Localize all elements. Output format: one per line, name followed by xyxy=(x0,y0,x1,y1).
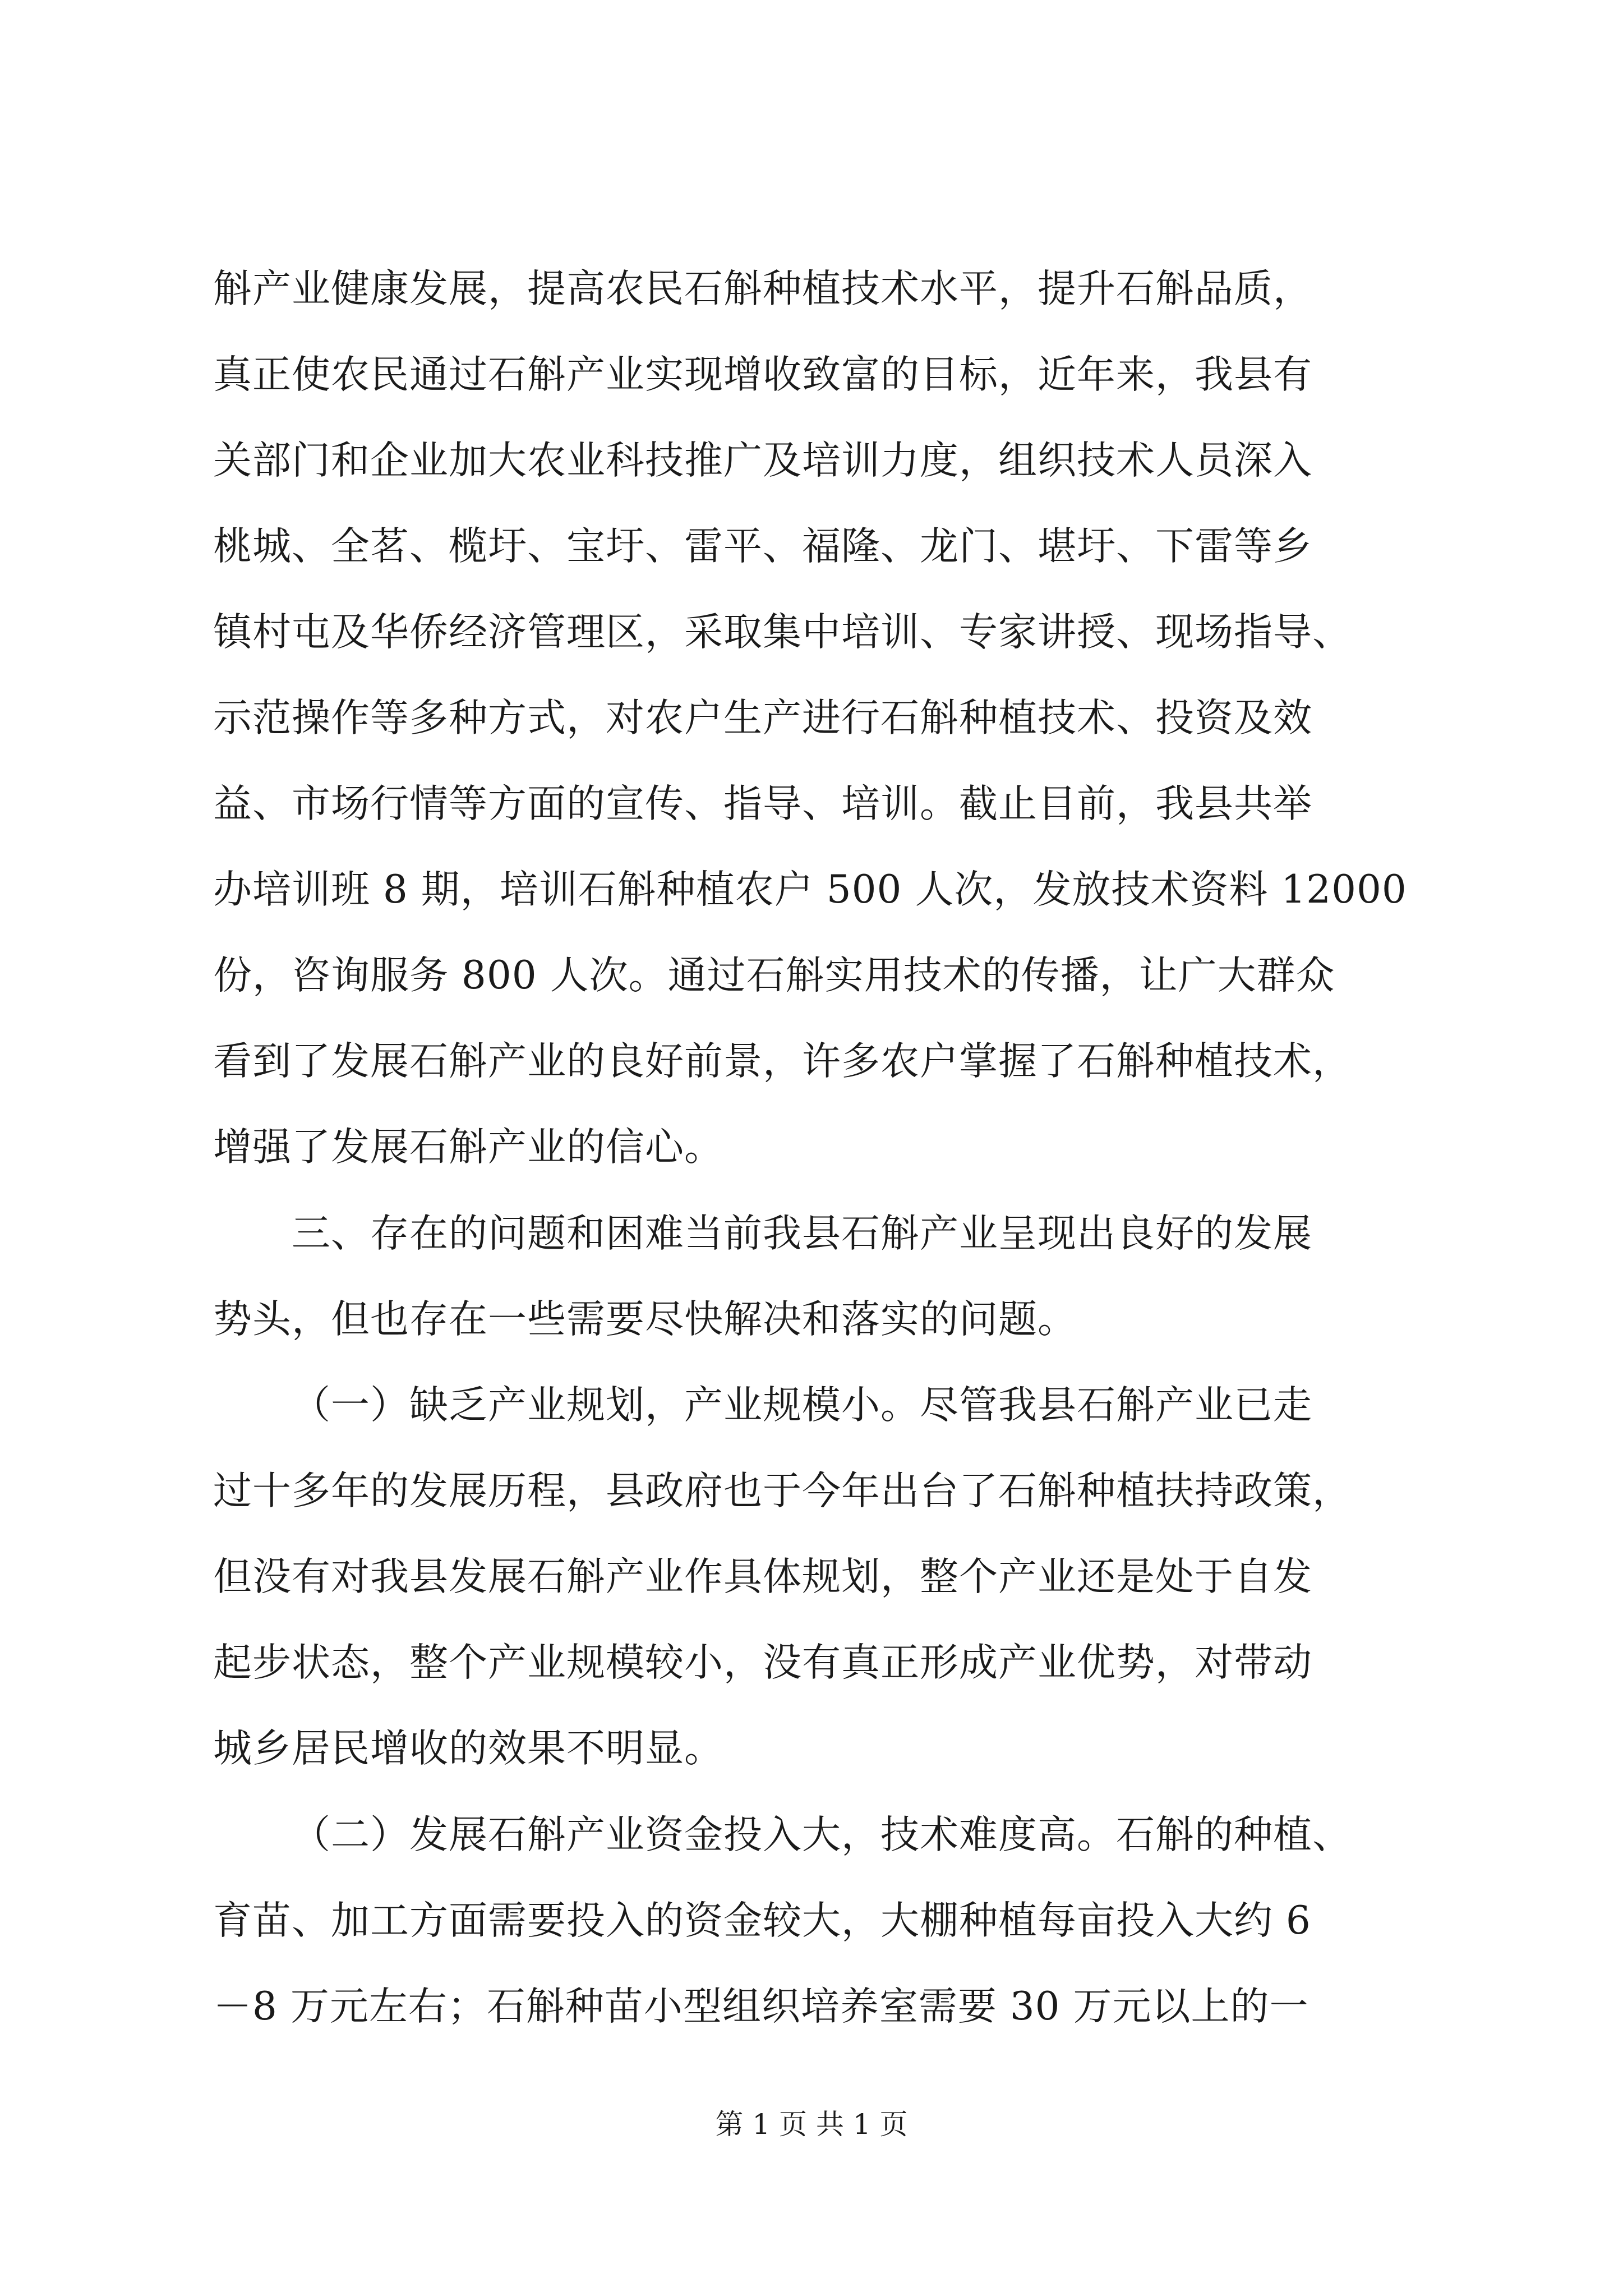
text-line-18: 城乡居民增收的效果不明显。 xyxy=(213,1726,723,1771)
text-line-2: 真正使农民通过石斛产业实现增收致富的目标，近年来，我县有 xyxy=(213,352,1312,397)
text-line-15: 过十多年的发展历程，县政府也于今年出台了石斛种植扶持政策， xyxy=(213,1469,1352,1513)
text-line-3: 关部门和企业加大农业科技推广及培训力度，组织技术人员深入 xyxy=(213,438,1312,483)
page-footer: 第 1 页 共 1 页 xyxy=(715,2108,908,2141)
text-line-11: 增强了发展石斛产业的信心。 xyxy=(213,1125,723,1170)
text-line-4: 桃城、全茗、榄圩、宝圩、雷平、福隆、龙门、堪圩、下雷等乡 xyxy=(213,524,1312,569)
text-line-10: 看到了发展石斛产业的良好前景，许多农户掌握了石斛种植技术， xyxy=(213,1039,1352,1084)
text-line-17: 起步状态，整个产业规模较小，没有真正形成产业优势，对带动 xyxy=(213,1640,1312,1685)
text-line-13: 势头，但也存在一些需要尽快解决和落实的问题。 xyxy=(213,1297,1077,1342)
text-line-8: 办培训班 8 期，培训石斛种植农户 500 人次，发放技术资料 12000 xyxy=(213,867,1407,912)
text-line-21: －8 万元左右；石斛种苗小型组织培养室需要 30 万元以上的一 xyxy=(213,1984,1309,2029)
text-line-9: 份，咨询服务 800 人次。通过石斛实用技术的传播，让广大群众 xyxy=(213,953,1335,998)
text-line-16: 但没有对我县发展石斛产业作具体规划，整个产业还是处于自发 xyxy=(213,1554,1312,1599)
subsection-heading-1: （一）缺乏产业规划，产业规模小。尽管我县石斛产业已走 xyxy=(292,1383,1312,1428)
section-heading-3: 三、存在的问题和困难当前我县石斛产业呈现出良好的发展 xyxy=(292,1211,1312,1256)
text-line-1: 斛产业健康发展，提高农民石斛种植技术水平，提升石斛品质， xyxy=(213,266,1312,311)
subsection-heading-2: （二）发展石斛产业资金投入大，技术难度高。石斛的种植、 xyxy=(292,1812,1352,1857)
text-line-7: 益、市场行情等方面的宣传、指导、培训。截止目前，我县共举 xyxy=(213,781,1312,826)
text-line-20: 育苗、加工方面需要投入的资金较大，大棚种植每亩投入大约 6 xyxy=(213,1898,1311,1943)
text-line-6: 示范操作等多种方式，对农户生产进行石斛种植技术、投资及效 xyxy=(213,696,1312,740)
text-line-5: 镇村屯及华侨经济管理区，采取集中培训、专家讲授、现场指导、 xyxy=(213,610,1352,655)
